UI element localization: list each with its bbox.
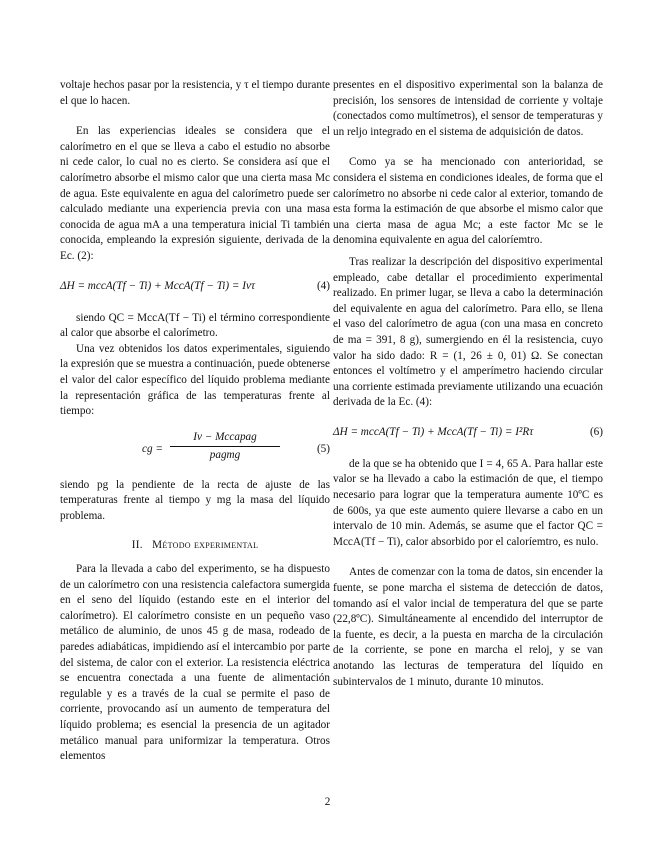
- equation-6: [333, 425, 603, 443]
- equation-body: ΔH = mccA(Tf − Ti) + MccA(Tf − Ti) = Ivτ: [60, 279, 255, 292]
- equation-5: [60, 430, 330, 470]
- section-number: II.: [131, 539, 143, 552]
- equation-lhs: cg =: [142, 442, 163, 455]
- paragraph: siendo QC = MccA(Tf − Ti) el término correspondiente al calor que absorbe el calorímetro.: [60, 311, 330, 340]
- paragraph: presentes en el dispositivo experimental son la balanza de precisión, los sensores de intensidad de corriente y voltaje (conectados como multímetros), el sensor de temperaturas y un reljo integrado en el sistema de adquisición de datos.: [333, 79, 603, 138]
- paragraph: de la que se ha obtenido que I = 4, 65 A. Para hallar este valor se ha llevado a cabo la estimación de que, el tiempo necesario para lograr que la temperatura aumente 10ºC es de 600s, ya que este aumento quiere llevarse a cabo en un intervalo de 10 min. Además, se asume que el factor QC = MccA(Tf − Ti), calor absorbido por el caloríemtro, es nulo.: [333, 457, 603, 548]
- paragraph: Como ya se ha mencionado con anterioridad, se considera el sistema en condiciones ideales, de forma que el calorímetro no absorbe ni cede calor al exterior, tomando de esta forma la estimación de que absorbe el mismo calor que una cierta masa de agua Mc; a este factor Mc se le denomina equivalente en agua del caloríemtro.: [333, 156, 603, 247]
- paragraph: Una vez obtenidos los datos experimentales, siguiendo la expresión que se muestra a continuación, puede obtenerse el valor del calor específico del líquido problema mediante la representación gráfica de las temperaturas frente al tiempo:: [60, 342, 330, 418]
- equation-4: [60, 279, 330, 297]
- equation-number: (4): [316, 279, 330, 292]
- equation-fraction: [170, 430, 280, 464]
- paragraph: Antes de comenzar con la toma de datos, sin encender la fuente, se pone marcha el sistema de detección de datos, tomando así el valor incial de temperatura del que se parte (22,8ºC). Simultáneamente al encendido del interruptor de la fuente, es decir, a la puesta en marcha de la circulación de la corriente, se pone en marcha el reloj, y se van anotando las lecturas de temperatura del líquido en subintervalos de 1 minuto, durante 10 minutos.: [333, 566, 603, 688]
- equation-body: ΔH = mccA(Tf − Ti) + MccA(Tf − Ti) = I²Rτ: [333, 425, 534, 438]
- fraction-numerator: Iv − Mccapag: [170, 430, 280, 448]
- section-title: Método experimental: [152, 539, 259, 552]
- page-number: 2: [324, 796, 331, 808]
- left-column: [60, 78, 330, 765]
- right-column: [333, 78, 603, 690]
- fraction-denominator: pagmg: [209, 449, 241, 462]
- equation-number: (6): [589, 425, 603, 438]
- paragraph: En las experiencias ideales se considera que el calorímetro en el que se lleva a cabo el estudio no absorbe ni cede calor, lo cual no es cierto. Se considera así que el calorímetro absorbe el mismo calor que una cierta masa Mc de agua. Este equivalente en agua del calorímetro puede ser calculado mediante una experiencia previa con una masa conocida de agua mA a una temperatura inicial Ti también conocida, empleando la expresión siguiente, derivada de la Ec. (2):: [60, 125, 330, 262]
- paragraph: Para la llevada a cabo del experimento, se ha dispuesto de un calorímetro con una resistencia calefactora sumergida en el seno del líquido (estando este en el interior del calorímetro). El calorímetro consiste en un pequeño vaso metálico de aluminio, de unos 45 g de masa, rodeado de paredes adiabáticas, impidiendo así el intercambio por parte del sistema, de calor con el exterior. La resistencia eléctrica se encuentra conectada a una fuente de alimentación regulable y es a través de la cual se permite el paso de corriente, provocando así un aumento de temperatura del líquido problema; es esencial la presencia de un agitador metálico manual para uniformizar la temperatura. Otros elementos: [60, 563, 330, 763]
- paragraph: siendo pg la pendiente de la recta de ajuste de las temperaturas frente al tiempo y mg la masa del líquido problema.: [60, 478, 330, 522]
- section-heading: [60, 538, 330, 554]
- paragraph: voltaje hechos pasar por la resistencia, y τ el tiempo durante el que lo hacen.: [60, 79, 330, 107]
- equation-number: (5): [316, 442, 330, 455]
- paragraph: Tras realizar la descripción del dispositivo experimental empleado, cabe detallar el procedimiento experimental realizado. En primer lugar, se lleva a cabo la determinación del equivalente en agua del calorímetro. Para ello, se llena el vaso del calorímetro de agua (con una masa en concreto de ma = 391, 8 g), sumergiendo en él la resistencia, cuyo valor ha sido dado: R = (1, 26 ± 0, 01) Ω. Se conectan entonces el voltímetro y el amperímetro haciendo circular una corriente estimada previamente utilizando una ecuación derivada de la Ec. (4):: [333, 255, 603, 409]
